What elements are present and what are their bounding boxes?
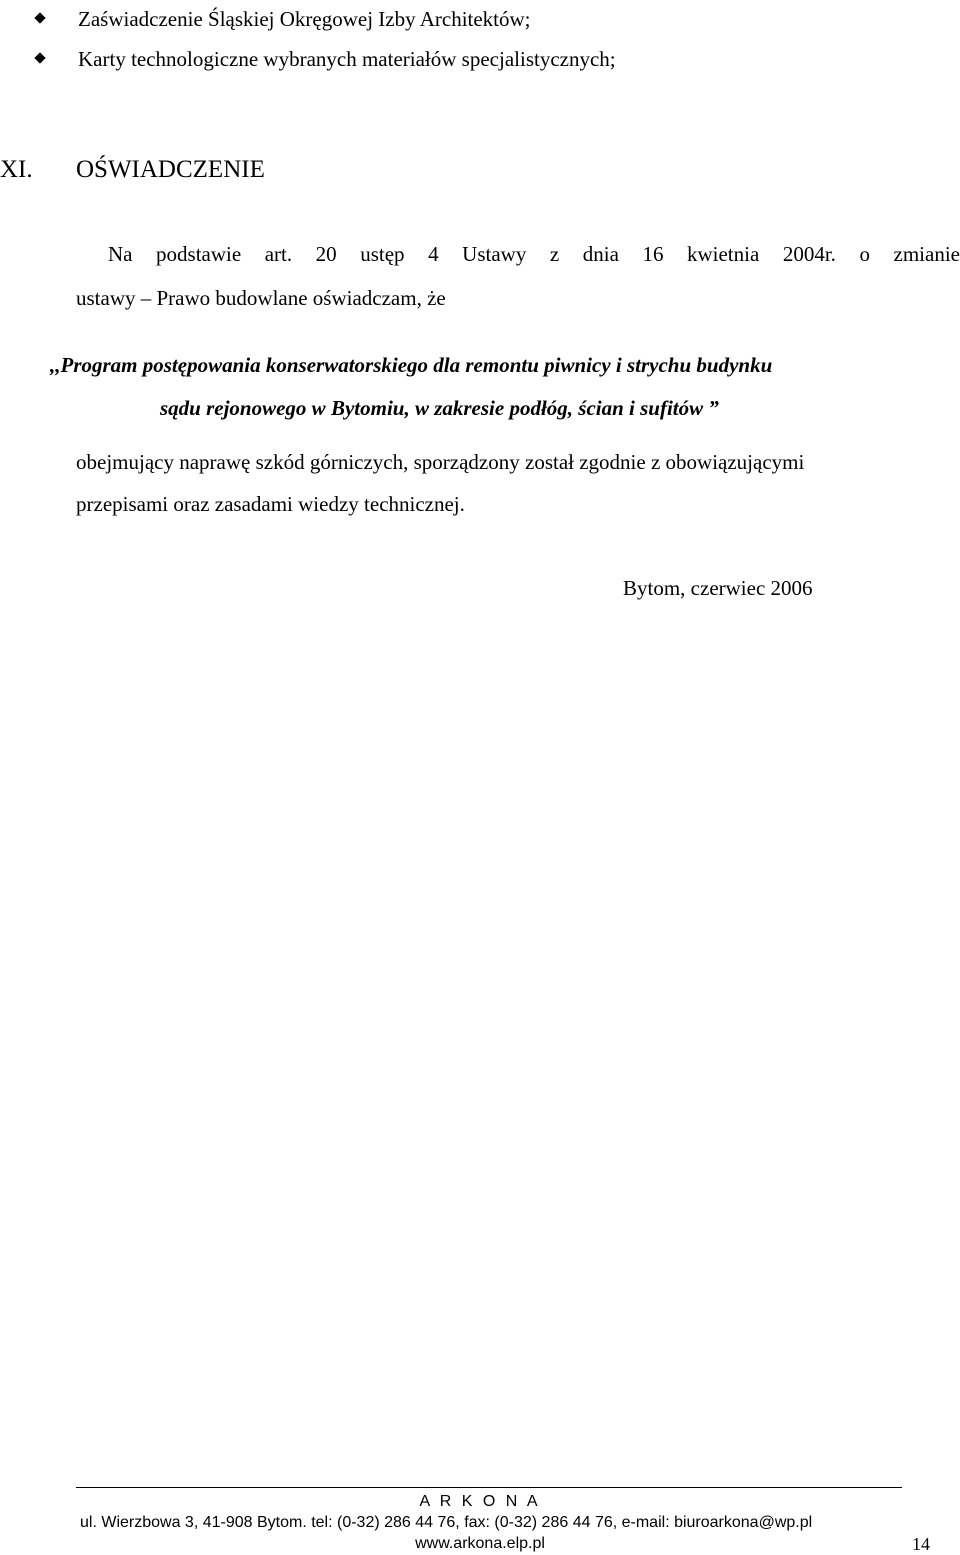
footer-divider <box>76 1487 902 1488</box>
page-number: 14 <box>912 1534 930 1554</box>
scope-paragraph-line-1: obejmujący naprawę szkód górniczych, sporządzony został zgodnie z obowiązującymi <box>76 450 805 474</box>
footer-address: ul. Wierzbowa 3, 41-908 Bytom. tel: (0-32) 286 44 76, fax: (0-32) 286 44 76, e-mail: biuroarkona@wp.pl <box>80 1514 813 1531</box>
place-and-date: Bytom, czerwiec 2006 <box>623 576 813 600</box>
footer-website: www.arkona.elp.pl <box>415 1535 545 1552</box>
section-title: OŚWIADCZENIE <box>76 156 265 183</box>
diamond-bullet-icon <box>34 52 45 63</box>
list-item-text: Karty technologiczne wybranych materiałów specjalistycznych; <box>78 47 616 71</box>
scope-paragraph-line-2: przepisami oraz zasadami wiedzy technicznej. <box>76 492 465 516</box>
diamond-bullet-icon <box>34 12 45 23</box>
section-number: XI. <box>0 156 33 183</box>
program-title-line-1: ,,Program postępowania konserwatorskiego dla remontu piwnicy i strychu budynku <box>50 353 773 377</box>
footer-company-name: A R K O N A <box>419 1493 541 1510</box>
statement-paragraph-line-1: Na podstawie art. 20 ustęp 4 Ustawy z dnia 16 kwietnia 2004r. o zmianie <box>108 242 960 266</box>
statement-paragraph-line-2: ustawy – Prawo budowlane oświadczam, że <box>76 286 446 310</box>
program-title-line-2: sądu rejonowego w Bytomiu, w zakresie podłóg, ścian i sufitów ” <box>160 396 719 420</box>
list-item-text: Zaświadczenie Śląskiej Okręgowej Izby Architektów; <box>78 7 531 31</box>
